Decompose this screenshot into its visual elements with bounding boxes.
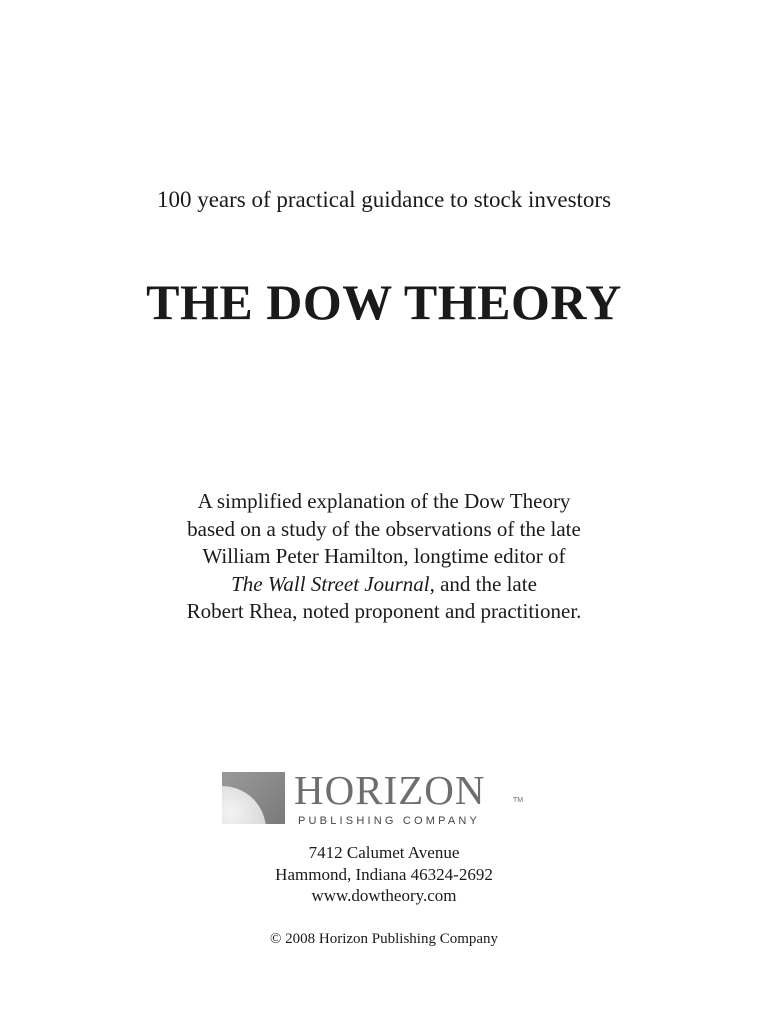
logo-subtitle: PUBLISHING COMPANY — [298, 815, 481, 827]
publisher-logo — [222, 767, 542, 828]
description-line: Robert Rhea, noted proponent and practitioner. — [186, 599, 582, 623]
book-description — [0, 488, 768, 626]
tagline: 100 years of practical guidance to stock investors — [156, 187, 612, 212]
trademark-mark: TM — [513, 797, 524, 804]
description-line — [0, 571, 768, 599]
horizon-sun-icon — [222, 772, 285, 824]
publisher-address — [0, 842, 768, 907]
address-street: 7412 Calumet Avenue — [308, 843, 460, 862]
book-title: THE DOW THEORY — [146, 274, 622, 330]
description-line: A simplified explanation of the Dow Theory — [197, 489, 571, 513]
journal-name: The Wall Street Journal — [231, 571, 430, 596]
address-city: Hammond, Indiana 46324-2692 — [275, 864, 493, 884]
description-line-rest: , and the late — [429, 571, 537, 596]
publisher-website: www.dowtheory.com — [311, 886, 457, 905]
copyright-notice: © 2008 Horizon Publishing Company — [269, 931, 499, 947]
description-line: based on a study of the observations of the late — [187, 516, 581, 541]
description-line: William Peter Hamilton, longtime editor of — [202, 544, 566, 568]
logo-wordmark: HORIZON — [294, 767, 486, 813]
